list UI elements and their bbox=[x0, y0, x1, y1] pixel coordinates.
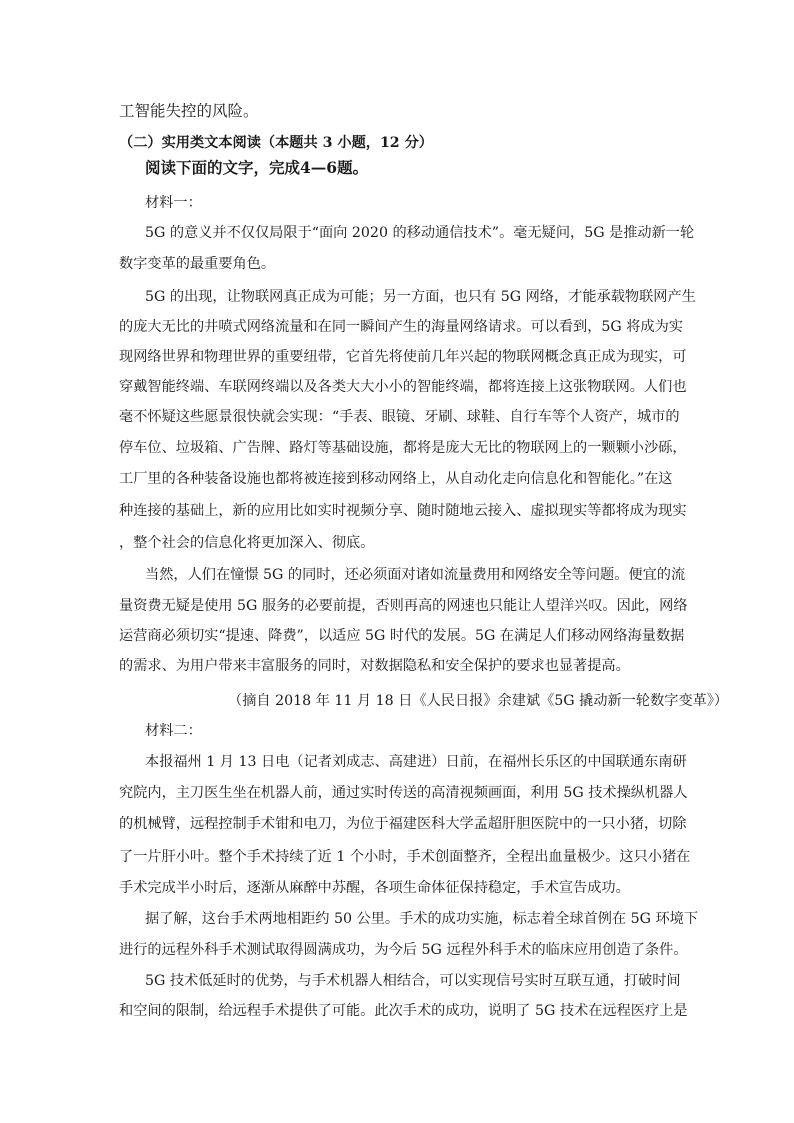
text-line: 了一片肝小叶。整个手术持续了近 1 个小时，手术创面整齐，全程出血量极少。这只小猪在 bbox=[119, 849, 691, 865]
text-line: 停车位、垃圾箱、广告牌、路灯等基础设施，都将是庞大无比的物联网上的一颗颗小沙砾， bbox=[119, 440, 687, 456]
text-line: 量资费无疑是使用 5G 服务的必要前提，否则再高的网速也只能让人望洋兴叹。因此，网络 bbox=[119, 598, 688, 614]
text-line: 手术完成半小时后，逐渐从麻醉中苏醒，各项生命体征保持稳定，手术宣告成功。 bbox=[119, 880, 630, 896]
instruction: 阅读下面的文字，完成4—6题。 bbox=[145, 158, 369, 177]
material-label: 材料一： bbox=[145, 195, 202, 211]
text-line: 的机械臂，远程控制手术钳和电刀，为位于福建医科大学孟超肝胆医院中的一只小猪，切除 bbox=[119, 816, 687, 832]
text-line: 本报福州 1 月 13 日电（记者刘成志、高建进）日前，在福州长乐区的中国联通东南研 bbox=[145, 754, 687, 770]
text-line: 当然，人们在憧憬 5G 的同时，还必须面对诸如流量费用和网络安全等问题。便宜的流 bbox=[145, 567, 686, 583]
text-line: 究院内，主刀医生坐在机器人前，通过实时传送的高清视频画面，利用 5G 技术操纵机器人 bbox=[119, 785, 688, 801]
material-label: 材料二： bbox=[145, 723, 202, 739]
text-line: 的庞大无比的井喷式网络流量和在同一瞬间产生的海量网络请求。可以看到，5G 将成为实 bbox=[119, 319, 683, 335]
text-line: 据了解，这台手术两地相距约 50 公里。手术的成功实施，标志着全球首例在 5G 环境下 bbox=[145, 911, 699, 927]
section-heading: （二）实用类文本阅读（本题共 3 小题，12 分） bbox=[119, 135, 433, 151]
text-line: 工厂里的各种装备设施也都将被连接到移动网络上，从自动化走向信息化和智能化。”在这 bbox=[119, 471, 673, 487]
text-line: 和空间的限制，给远程手术提供了可能。此次手术的成功，说明了 5G 技术在远程医疗上是 bbox=[119, 1003, 688, 1019]
text-line: 的需求、为用户带来丰富服务的同时，对数据隐私和安全保护的要求也显著提高。 bbox=[119, 658, 630, 674]
text-line: 毫不怀疑这些愿景很快就会实现：“手表、眼镜、牙刷、球鞋、自行车等个人资产，城市的 bbox=[119, 409, 680, 425]
text-line: 工智能失控的风险。 bbox=[119, 102, 259, 120]
text-line: 种连接的基础上，新的应用比如实时视频分享、随时随地云接入、虚拟现实等都将成为现实 bbox=[119, 503, 687, 519]
text-line: 现网络世界和物理世界的重要纽带，它首先将使前几年兴起的物联网概念真正成为现实，可 bbox=[119, 349, 687, 365]
text-line: 穿戴智能终端、车联网终端以及各类大大小小的智能终端，都将连接上这张物联网。人们也 bbox=[119, 379, 687, 395]
text-line: 运营商必须切实“提速、降费”，以适应 5G 时代的发展。5G 在满足人们移动网络海量数据 bbox=[119, 628, 685, 644]
text-line: 5G 技术低延时的优势，与手术机器人相结合，可以实现信号实时互联互通，打破时间 bbox=[145, 973, 681, 989]
text-line: 进行的远程外科手术测试取得圆满成功，为今后 5G 远程外科手术的临床应用创造了条件。 bbox=[119, 942, 688, 958]
text-line: ，整个社会的信息化将更加深入、彻底。 bbox=[119, 535, 375, 551]
text-line: 5G 的意义并不仅仅局限于“面向 2020 的移动通信技术”。毫无疑问，5G 是推动新一轮 bbox=[145, 225, 695, 241]
text-line: 5G 的出现，让物联网真正成为可能；另一方面，也只有 5G 网络，才能承载物联网产生 bbox=[145, 289, 696, 305]
text-line: 数字变革的最重要角色。 bbox=[119, 256, 276, 272]
source-citation: （摘自 2018 年 11 月 18 日《人民日报》余建斌《5G 撬动新一轮数字变革》） bbox=[228, 693, 729, 709]
